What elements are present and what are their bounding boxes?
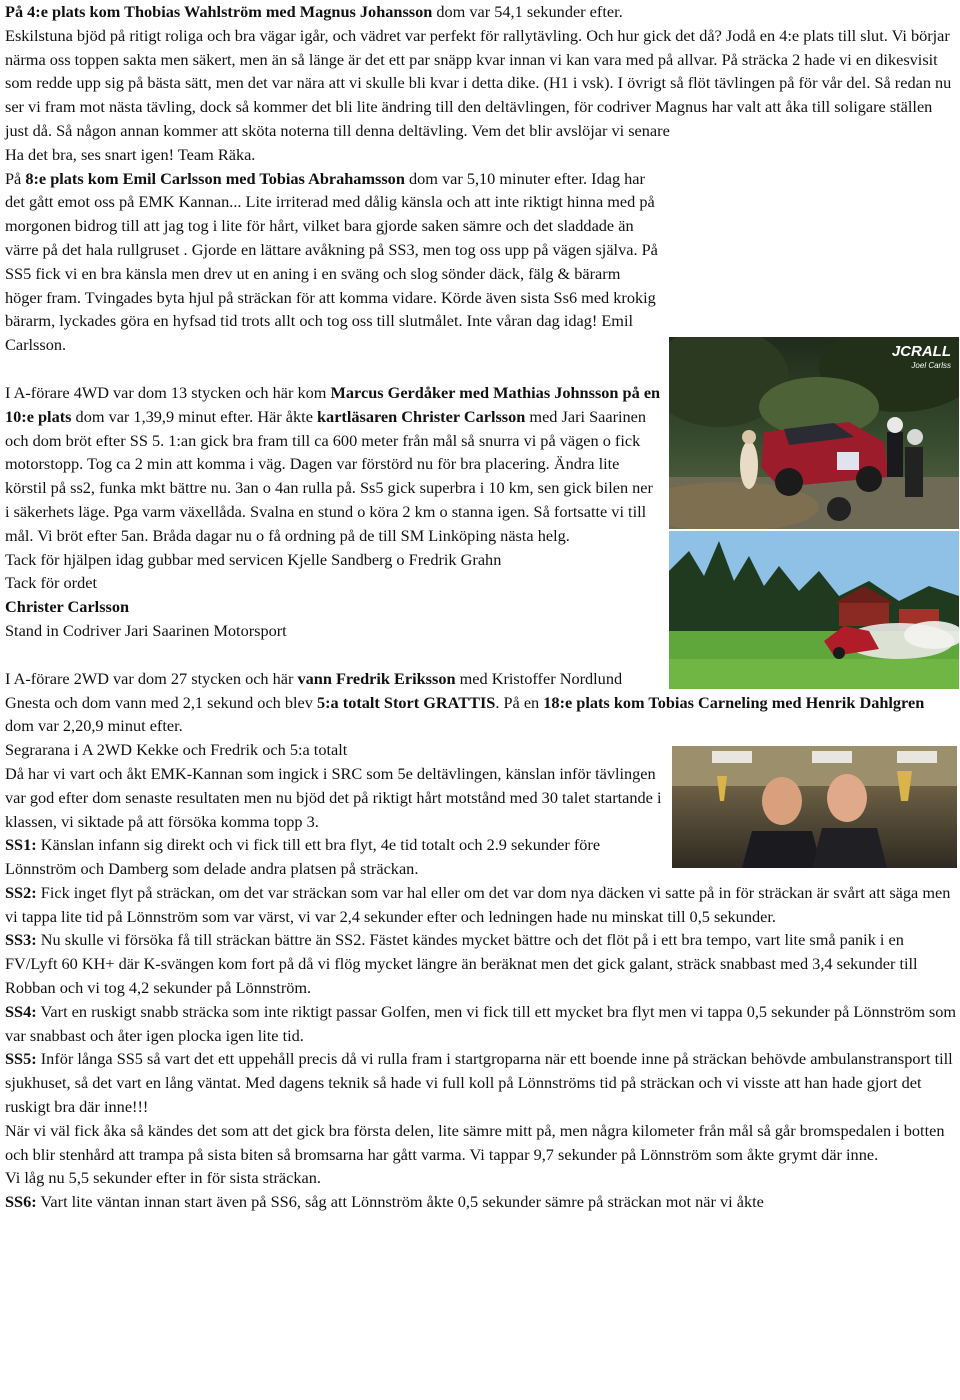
photo-watermark: JCRALL Joel Carlss [891, 342, 951, 370]
paragraph-thanks-service: Tack för hjälpen idag gubbar med servicen Kjelle Sandberg o Fredrik Grahn [5, 549, 502, 569]
stage-ss2: SS2: Fick inget flyt på sträckan, om det var sträckan som var hal eller om det var dom nya däcken vi satte på in för sträckan är svårt att säga men vi tappa lite tid på Lönnström som var värst, vi var 2,4 sekunder efter och ledningen hade nu minskat till 0,5 sekunder. [5, 882, 951, 926]
stage-ss4: SS4: Vart en ruskigt snabb sträcka som inte riktigt passar Golfen, men vi fick till ett mycket bra flyt men vi tappa 0,5 sekunder på Lönnström som var snabbast och åter igen plocka igen lite tid. [5, 1001, 957, 1045]
signature-role: Stand in Codriver Jari Saarinen Motorsport [5, 620, 287, 640]
paragraph-winners-heading: Segrarana i A 2WD Kekke och Fredrik och 5:a totalt [5, 740, 348, 760]
paragraph-4th-place: På 4:e plats kom Thobias Wahlström med Magnus Johansson dom var 54,1 sekunder efter. [5, 2, 623, 21]
photo-winners-trophies [672, 746, 957, 868]
paragraph-winners-intro: Då har vi vart och åkt EMK-Kannan som ingick i SRC som 5e deltävlingen, känslan inför tävlingen var god efter dom senaste resultaten men nu bjöd det på riktigt hårt motstånd med 30 talet startande i klassen, vi siktade på att försöka komma topp 3. [5, 763, 662, 831]
photo-car-crash-field [669, 531, 959, 689]
paragraph-2wd-class: I A-förare 2WD var dom 27 stycken och här vann Fredrik Eriksson med Kristoffer Nordlund Gnesta och dom vann med 2,1 sekund och blev 5:a totalt Stort GRATTIS. På en 18:e plats kom Tobias Carneling med Henrik Dahlgren dom var 2,20,9 minut efter. [5, 668, 925, 736]
paragraph-team-raka-signoff: Ha det bra, ses snart igen! Team Räka. [5, 144, 256, 164]
paragraph-team-raka-report: Eskilstuna bjöd på ritigt roliga och bra vägar igår, och vädret var perfekt för rallytävling. Och hur gick det då? Jodå en 4:e plats till slut. Vi börjar närma oss toppen sakta men säkert, men än så länge är det ett par snäpp kvar innan vi kan vara med på allvar. På sträcka 2 hade vi en dikesvisit som redde upp sig på bästa sätt, men det var nära att vi skulle bli kvar i detta dike. (H1 i vsk). I övrigt så flöt tävlingen på för vår del. Så redan nu ser vi fram mot nästa tävling, dock så kommer det bli lite ändring till den deltävlingen, för codriver Magnus har valt att åka till soligare ställen just då. Så någon annan kommer att sköta noterna till denna deltävling. Vem det blir avslöjar vi senare [5, 25, 952, 140]
paragraph-gap-before-last: Vi låg nu 5,5 sekunder efter in för sista sträckan. [5, 1168, 321, 1188]
stage-ss5: SS5: Inför långa SS5 så vart det ett uppehåll precis då vi rulla fram i startgroparna när ett boende inne på sträckan behövde ambulanstransport till sjukhuset, så det vart en lång väntat. Med dagens teknik så hade vi full koll på Lönnströms tid på sträckan och vi visste att han hade gjort det ruskigt bra där inne!!! [5, 1049, 953, 1117]
photo-column [669, 337, 959, 689]
article [5, 0, 957, 1214]
paragraph-4wd-class: I A-förare 4WD var dom 13 stycken och här kom Marcus Gerdåker med Mathias Johnsson på en 10:e plats dom var 1,39,9 minut efter. Här åkte kartläsaren Christer Carlsson med Jari Saarinen och dom bröt efter SS 5. 1:an gick bra fram till ca 600 meter från mål så snurra vi på vägen o fick motorstopp. Tog ca 2 min att komma i väg. Dagen var förstörd nu för bra placering. Ändra lite körstil på ss2, funka mkt bättre nu. 3an o 4an rulla på. Ss5 gick superbra i 10 km, sen gick bilen ner i säkerhets läge. Pga varm växellåda. Svalna en stund o köra 2 km o stanna igen. Så fortsatte vi till mål. Vi bröt efter 5an. Bråda dagar nu o få ordning på de till SM Linköping nästa helg. [5, 382, 661, 545]
signature-name: Christer Carlsson [5, 597, 130, 617]
stage-ss1: SS1: Känslan infann sig direkt och vi fick till ett bra flyt, 4e tid totalt och 2.9 sekunder före Lönnström och Damberg som delade andra platsen på sträckan. [5, 835, 601, 879]
paragraph-thanks-word: Tack för ordet [5, 573, 97, 593]
photo-car-wheel-change [669, 337, 959, 529]
stage-ss3: SS3: Nu skulle vi försöka få till sträckan bättre än SS2. Fästet kändes mycket bättre och det flöt på i ett bra tempo, vart lite små panik i en FV/Lyft 60 KH+ där K-svängen kom fort på då vi flög mycket längre än beräknat men det gick galant, sträck snabbast med 3,4 sekunder till Robban och vi tog 4,2 sekunder på Lönnström. [5, 930, 918, 998]
paragraph-brakes: När vi väl fick åka så kändes det som att det gick bra första delen, lite sämre mitt på, men några kilometer från mål så går bromspedalen i botten och blir stenhård att trampa på sista biten så bromsarna har gått varma. Vi tappar 9,7 sekunder på Lönnström som åkte grymt där inne. [5, 1120, 945, 1164]
paragraph-emil-carlsson: På 8:e plats kom Emil Carlsson med Tobias Abrahamsson dom var 5,10 minuter efter. Idag har det gått emot oss på EMK Kannan... Lite irriterad med dålig känsla och att inte riktigt hinna med på morgonen bidrog till att jag tog i lite för hårt, vilket bara gjorde saken sämre och det sladdade än värre på det hala rullgruset . Gjorde en lättare avåkning på SS3, men tog oss upp på vägen själva. På SS5 fick vi en bra känsla men drev ut en aning i en sväng och slog sönder däck, fälg & bärarm höger fram. Tvingades byta hjul på sträckan för att komma vidare. Körde även sista Ss6 med krokig bärarm, lyckades göra en hyfsad tid trots allt och tog oss till slutmålet. Inte våran dag idag! Emil Carlsson. [5, 168, 658, 355]
stage-ss6: SS6: Vart lite väntan innan start även på SS6, såg att Lönnström åkte 0,5 sekunder sämre på sträckan mot när vi åkte [5, 1192, 764, 1212]
